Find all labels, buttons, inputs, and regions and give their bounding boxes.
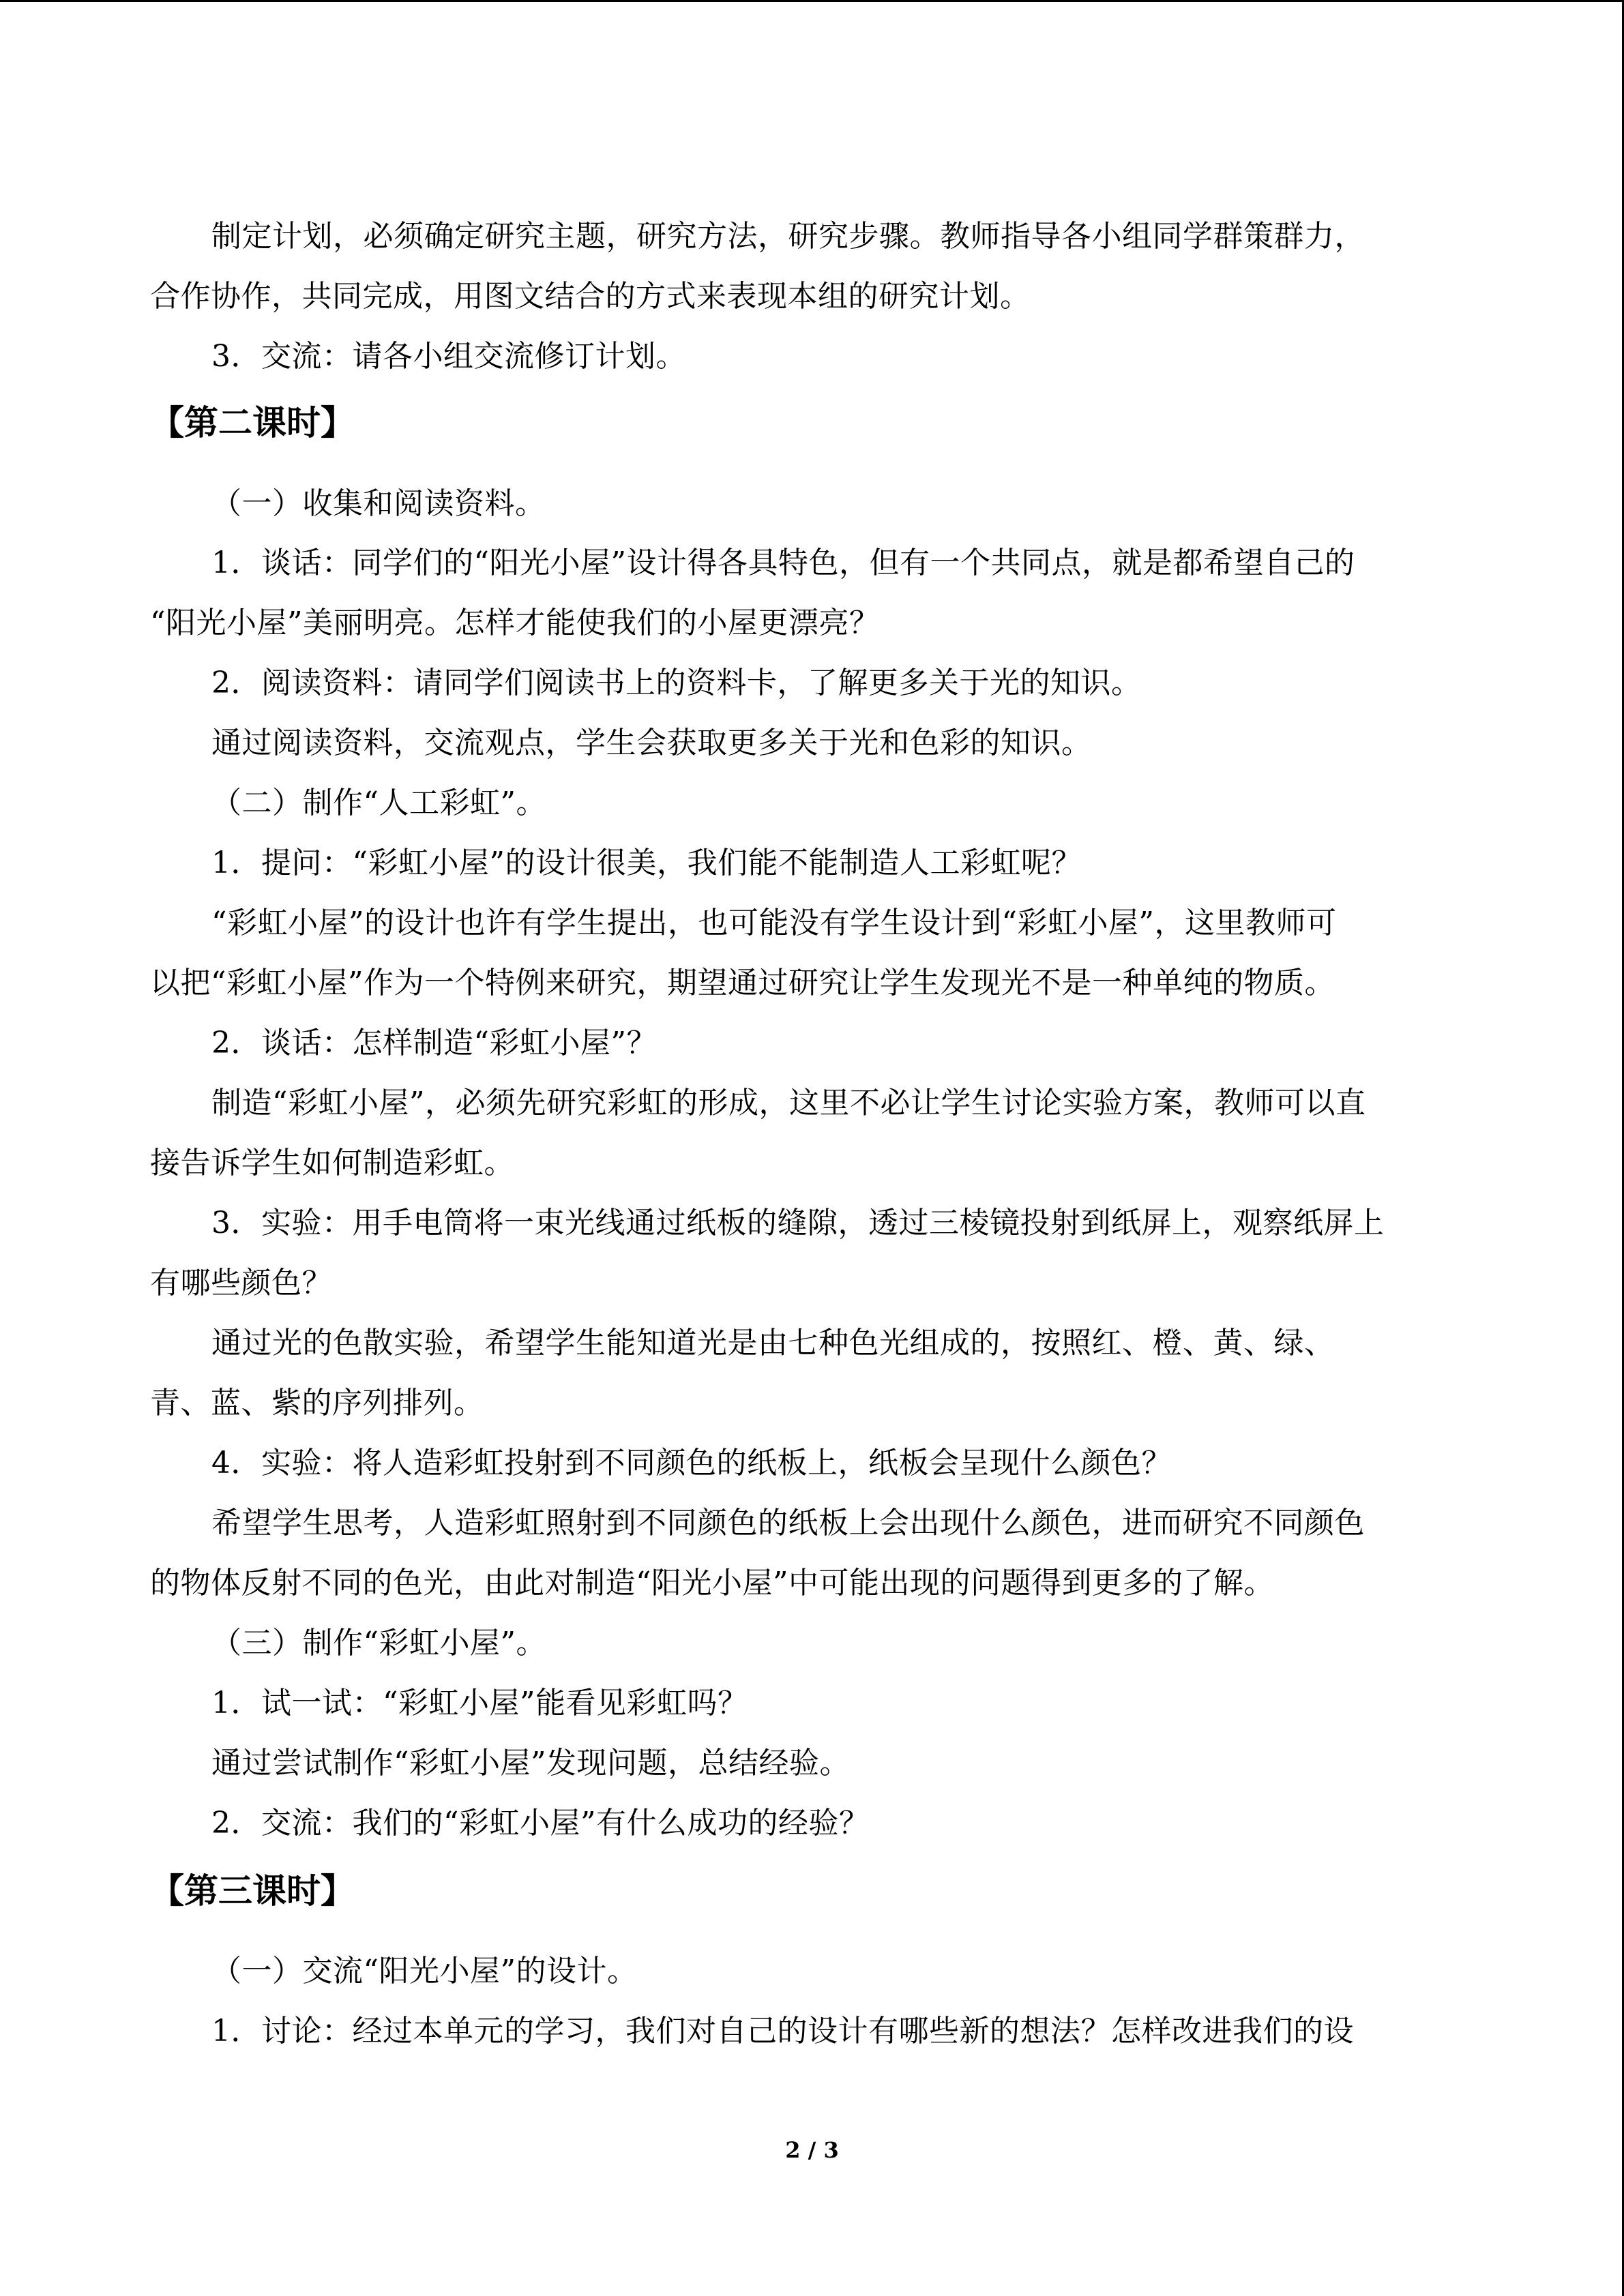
section-heading-third-lesson: 【第三课时】	[150, 1871, 355, 1911]
section-heading-second-lesson: 【第二课时】	[150, 403, 355, 443]
paragraph-line: 制造“彩虹小屋”，必须先研究彩虹的形成，这里不必让学生讨论实验方案，教师可以直	[211, 1086, 1366, 1120]
paragraph-line: 通过尝试制作“彩虹小屋”发现问题，总结经验。	[211, 1746, 850, 1780]
paragraph-line: 合作协作，共同完成，用图文结合的方式来表现本组的研究计划。	[150, 279, 1031, 314]
paragraph-line: 有哪些颜色？	[150, 1266, 332, 1300]
paragraph-line: 2．阅读资料：请同学们阅读书上的资料卡，了解更多关于光的知识。	[211, 666, 1142, 700]
paragraph-line: 接告诉学生如何制造彩虹。	[150, 1146, 514, 1180]
paragraph-line: （一）收集和阅读资料。	[211, 486, 546, 521]
paragraph-line: （一）交流“阳光小屋”的设计。	[211, 1954, 638, 1988]
paragraph-line: 1．谈话：同学们的“阳光小屋”设计得各具特色，但有一个共同点，就是都希望自己的	[211, 546, 1355, 580]
paragraph-line: 4．实验：将人造彩虹投射到不同颜色的纸板上，纸板会呈现什么颜色？	[211, 1446, 1172, 1480]
paragraph-line: 2．交流：我们的“彩虹小屋”有什么成功的经验？	[211, 1806, 870, 1840]
paragraph-line: 制定计划，必须确定研究主题，研究方法，研究步骤。教师指导各小组同学群策群力，	[211, 219, 1365, 254]
paragraph-line: 希望学生思考，人造彩虹照射到不同颜色的纸板上会出现什么颜色，进而研究不同颜色	[211, 1506, 1365, 1540]
paragraph-line: 3．交流：请各小组交流修订计划。	[211, 339, 686, 374]
paragraph-line: 1．提问：“彩虹小屋”的设计很美，我们能不能制造人工彩虹呢？	[211, 846, 1082, 880]
paragraph-line: 以把“彩虹小屋”作为一个特例来研究，期望通过研究让学生发现光不是一种单纯的物质。	[150, 966, 1335, 1000]
paragraph-line: 3．实验：用手电筒将一束光线通过纸板的缝隙，透过三棱镜投射到纸屏上，观察纸屏上	[211, 1206, 1385, 1240]
paragraph-line: 的物体反射不同的色光，由此对制造“阳光小屋”中可能出现的问题得到更多的了解。	[150, 1566, 1274, 1600]
paragraph-line: （二）制作“人工彩虹”。	[211, 786, 546, 820]
page-number: 2 / 3	[785, 2137, 839, 2163]
paragraph-line: 1．试一试：“彩虹小屋”能看见彩虹吗？	[211, 1686, 748, 1720]
paragraph-line: “彩虹小屋”的设计也许有学生提出，也可能没有学生设计到“彩虹小屋”，这里教师可	[211, 906, 1337, 940]
paragraph-line: 2．谈话：怎样制造“彩虹小屋”？	[211, 1026, 657, 1060]
paragraph-line: 通过阅读资料，交流观点，学生会获取更多关于光和色彩的知识。	[211, 726, 1092, 760]
paragraph-line: 1．讨论：经过本单元的学习，我们对自己的设计有哪些新的想法？怎样改进我们的设	[211, 2014, 1354, 2048]
paragraph-line: （三）制作“彩虹小屋”。	[211, 1626, 546, 1660]
paragraph-line: 通过光的色散实验，希望学生能知道光是由七种色光组成的，按照红、橙、黄、绿、	[211, 1326, 1335, 1360]
paragraph-line: “阳光小屋”美丽明亮。怎样才能使我们的小屋更漂亮？	[150, 606, 880, 640]
paragraph-line: 青、蓝、紫的序列排列。	[150, 1386, 484, 1420]
